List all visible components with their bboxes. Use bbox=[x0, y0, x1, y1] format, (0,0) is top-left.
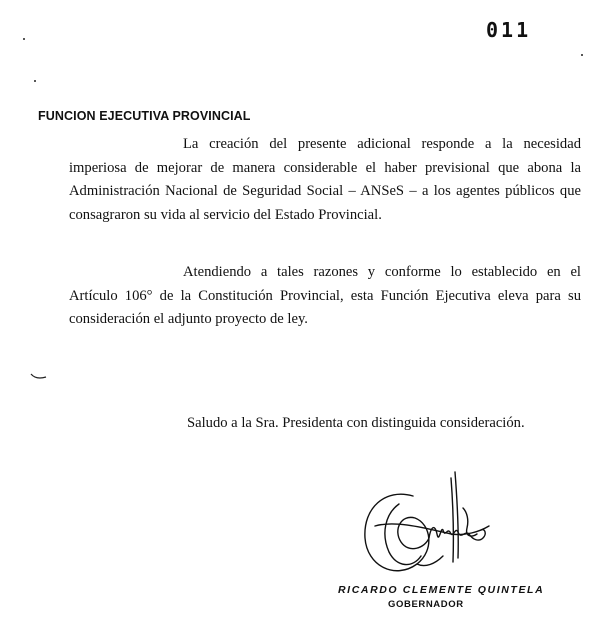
paragraph-1 bbox=[69, 133, 581, 227]
document-header: FUNCION EJECUTIVA PROVINCIAL bbox=[38, 109, 251, 123]
paragraph-line: La creación del presente adicional responde a la necesidad bbox=[183, 136, 581, 152]
scan-speck bbox=[23, 38, 25, 40]
paragraph-line: consagraron su vida al servicio del Estado Provincial. bbox=[69, 206, 382, 223]
paragraph-line: imperiosa de mejorar de manera considerable el haber previsional que abona la bbox=[69, 159, 581, 176]
signer-title: GOBERNADOR bbox=[388, 599, 464, 610]
margin-mark bbox=[30, 372, 48, 382]
paragraph-line: consideración el adjunto proyecto de ley. bbox=[69, 311, 308, 327]
handwritten-signature bbox=[355, 468, 495, 586]
signer-name: RICARDO CLEMENTE QUINTELA bbox=[338, 584, 545, 596]
scan-speck bbox=[34, 80, 36, 82]
page-number-stamp: 011 bbox=[486, 18, 532, 42]
paragraph-line: Atendiendo a tales razones y conforme lo establecido en el bbox=[183, 264, 581, 280]
paragraph-2 bbox=[69, 261, 581, 332]
paragraph-line: Administración Nacional de Seguridad Social – ANSeS – a los agentes públicos que bbox=[69, 183, 581, 199]
scan-speck bbox=[581, 54, 583, 56]
paragraph-line: Artículo 106° de la Constitución Provincial, esta Función Ejecutiva eleva para su bbox=[69, 287, 581, 304]
closing-line: Saludo a la Sra. Presidenta con distinguida consideración. bbox=[187, 415, 525, 431]
